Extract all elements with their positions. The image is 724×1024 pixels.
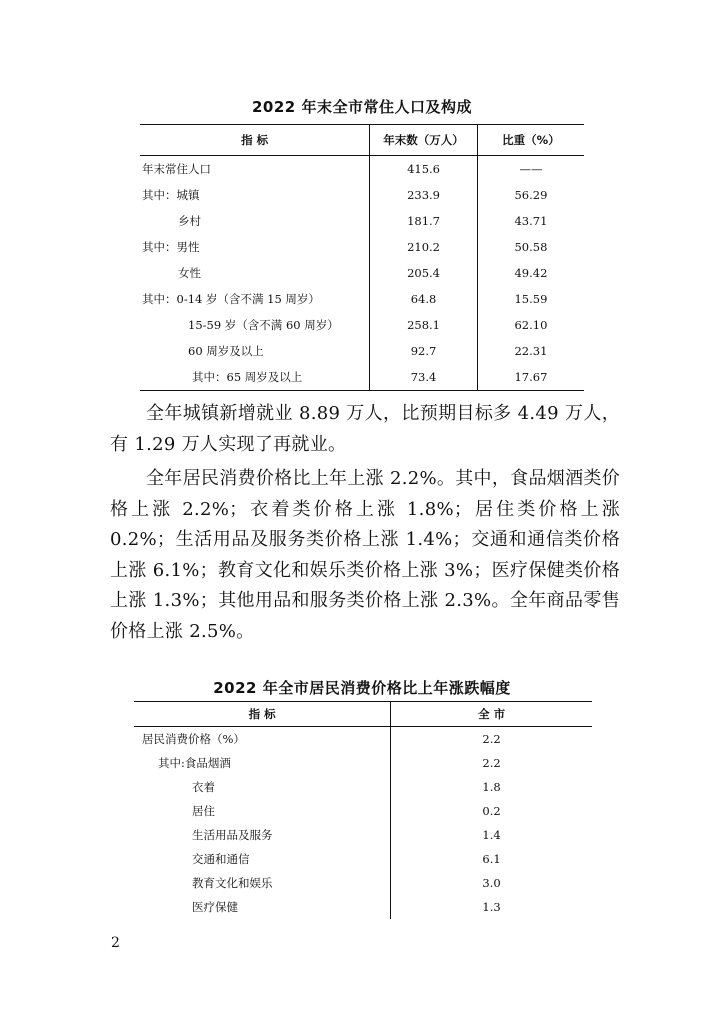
table-header-row bbox=[140, 125, 584, 156]
table-row bbox=[134, 895, 592, 919]
row-label: 其中：0-14 岁（含不满 15 周岁） bbox=[140, 286, 370, 312]
table-row bbox=[140, 286, 584, 312]
row-share: 43.71 bbox=[514, 214, 548, 228]
row-value: 3.0 bbox=[482, 876, 501, 890]
row-share: 56.29 bbox=[514, 188, 548, 202]
row-value: 2.2 bbox=[482, 756, 501, 770]
column-header-year-end: 年末数（万人） bbox=[370, 125, 478, 156]
row-label: 居住 bbox=[134, 799, 391, 823]
row-label: 衣着 bbox=[134, 775, 391, 799]
row-value: 210.2 bbox=[370, 234, 478, 260]
row-value: 92.7 bbox=[370, 338, 478, 364]
table-header-row bbox=[134, 702, 592, 727]
table-row bbox=[140, 156, 584, 183]
row-value: 415.6 bbox=[370, 156, 478, 183]
page-number: 2 bbox=[111, 935, 120, 951]
column-header-share: 比重（%） bbox=[502, 133, 560, 147]
column-header-indicator: 指 标 bbox=[134, 702, 391, 727]
row-label: 交通和通信 bbox=[134, 847, 391, 871]
row-label: 其中:食品烟酒 bbox=[134, 751, 391, 775]
row-label: 教育文化和娱乐 bbox=[134, 871, 391, 895]
row-label: 生活用品及服务 bbox=[134, 823, 391, 847]
table-row bbox=[134, 775, 592, 799]
row-value: 1.3 bbox=[482, 900, 501, 914]
row-label: 女性 bbox=[140, 260, 370, 286]
row-share: 49.42 bbox=[514, 266, 548, 280]
population-table-title: 2022 年末全市常住人口及构成 bbox=[252, 98, 472, 116]
row-value: 233.9 bbox=[370, 182, 478, 208]
column-header-indicator: 指 标 bbox=[140, 125, 370, 156]
table-row bbox=[140, 364, 584, 391]
table-row bbox=[134, 799, 592, 823]
row-value: 2.2 bbox=[482, 732, 501, 746]
row-value: 0.2 bbox=[482, 804, 501, 818]
row-share: 15.59 bbox=[514, 292, 548, 306]
row-value: 181.7 bbox=[370, 208, 478, 234]
row-value: 258.1 bbox=[370, 312, 478, 338]
row-share: 62.10 bbox=[514, 318, 548, 332]
row-label: 医疗保健 bbox=[134, 895, 391, 919]
column-header-city: 全 市 bbox=[478, 707, 506, 721]
row-label: 60 周岁及以上 bbox=[140, 338, 370, 364]
row-label: 乡村 bbox=[140, 208, 370, 234]
table-row bbox=[140, 260, 584, 286]
cpi-table bbox=[134, 701, 592, 919]
cpi-table-title: 2022 年全市居民消费价格比上年涨跌幅度 bbox=[213, 679, 511, 697]
row-label: 居民消费价格（%） bbox=[134, 727, 391, 752]
population-table bbox=[140, 124, 584, 391]
row-value: 73.4 bbox=[370, 364, 478, 391]
row-value: 64.8 bbox=[370, 286, 478, 312]
row-share: 17.67 bbox=[514, 370, 548, 384]
table-row bbox=[140, 312, 584, 338]
table-row bbox=[140, 208, 584, 234]
row-label: 年末常住人口 bbox=[140, 156, 370, 183]
table-row bbox=[140, 338, 584, 364]
table-row bbox=[140, 234, 584, 260]
table-row bbox=[134, 751, 592, 775]
table-row bbox=[134, 871, 592, 895]
row-share: 50.58 bbox=[514, 240, 548, 254]
row-share: —— bbox=[519, 162, 543, 176]
row-label: 其中：城镇 bbox=[140, 182, 370, 208]
row-value: 205.4 bbox=[370, 260, 478, 286]
consumer-price-paragraph: 全年居民消费价格比上年上涨 2.2%。其中，食品烟酒类价格上涨 2.2%；衣着类价格上涨 1.8%；居住类价格上涨 0.2%；生活用品及服务类价格上涨 1.4%；交通和通信类价格上涨 6.1%；教育文化和娱乐类价格上涨 3%；医疗保健类价格上涨 1.3%；其他用品和服务类价格上涨 2.3%。全年商品零售价格上涨 2.5%。 bbox=[110, 468, 620, 642]
row-value: 6.1 bbox=[482, 852, 501, 866]
employment-paragraph: 全年城镇新增就业 8.89 万人，比预期目标多 4.49 万人，有 1.29 万人实现了再就业。 bbox=[110, 403, 620, 455]
row-label: 其中：65 周岁及以上 bbox=[140, 364, 370, 391]
row-label: 其中：男性 bbox=[140, 234, 370, 260]
row-label: 15-59 岁（含不满 60 周岁） bbox=[140, 312, 370, 338]
table-row bbox=[140, 182, 584, 208]
table-row bbox=[134, 823, 592, 847]
table-row bbox=[134, 727, 592, 752]
table-row bbox=[134, 847, 592, 871]
row-value: 1.8 bbox=[482, 780, 501, 794]
row-value: 1.4 bbox=[482, 828, 501, 842]
row-share: 22.31 bbox=[514, 344, 548, 358]
